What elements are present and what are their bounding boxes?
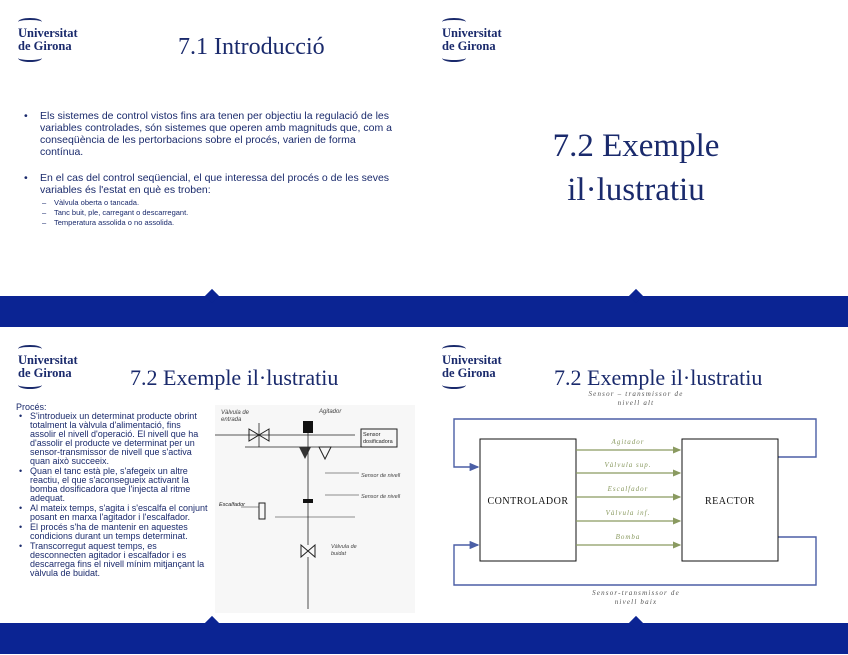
signal-label-valvula-inf: Vàlvula inf. xyxy=(605,509,651,517)
slide-title: 7.1 Introducció xyxy=(178,34,325,60)
signal-label-bomba: Bomba xyxy=(615,533,641,541)
controller-label: CONTROLADOR xyxy=(487,496,569,507)
process-step: • El procés s'ha de mantenir en aquestes condicions durant un temps determinat. xyxy=(16,523,208,541)
bullet-item xyxy=(24,172,398,228)
slide-process[interactable] xyxy=(0,327,424,654)
sub-bullet-list xyxy=(40,198,398,228)
slide-footer xyxy=(0,296,424,327)
sensor-top-line2: nivell alt xyxy=(617,399,655,407)
slide-section-title[interactable] xyxy=(424,0,848,327)
process-step: • Al mateix temps, s'agita i s'escalfa el conjunt posant en marxa l'agitador i l'escalfador. xyxy=(16,504,208,522)
logo-line2: de Girona xyxy=(18,366,72,380)
valve-label-2: entrada xyxy=(221,417,242,423)
logo-line2: de Girona xyxy=(442,39,496,53)
slide-footer xyxy=(424,623,848,654)
process-step: • Quan el tanc està ple, s'afegeix un altre reactiu, el que s'aconsegueix activant la bomba dosificadora que l'injecta al ritme adequat. xyxy=(16,467,208,503)
agitator-motor xyxy=(303,421,313,433)
section-title xyxy=(424,124,848,212)
level-low-label: Sensor de nivell xyxy=(361,494,401,500)
logo-line2: de Girona xyxy=(18,39,72,53)
agitator-label: Agitador xyxy=(319,409,342,415)
outlet-label-2: buidat xyxy=(331,551,346,557)
section-title-line2: il·lustratiu xyxy=(567,172,705,208)
logo-line1: Universitat xyxy=(442,26,502,40)
slide-footer xyxy=(424,296,848,327)
logo-line1: Universitat xyxy=(18,353,78,367)
university-logo xyxy=(442,18,522,62)
process-heading: Procés: xyxy=(16,402,47,412)
control-block-diagram xyxy=(424,389,848,623)
outlet-label-1: Vàlvula de xyxy=(331,544,357,550)
heater-label: Escalfador xyxy=(219,502,245,508)
section-title-line1: 7.2 Exemple xyxy=(552,128,720,164)
logo-line1: Universitat xyxy=(18,26,78,40)
signal-label-valvula-sup: Vàlvula sup. xyxy=(604,461,652,469)
slide-block-diagram[interactable] xyxy=(424,327,848,654)
process-step: • Transcorregut aquest temps, es desconnecten agitador i escalfador i es descarrega fins el nivell mínim mitjançant la vàlvula de buidat. xyxy=(16,542,208,578)
sub-bullet-item: – Temperatura assolida o no assolida. xyxy=(40,218,398,228)
sensor-box-label-1: Sensor xyxy=(363,432,381,438)
university-logo xyxy=(18,345,98,389)
bullet-item: • Els sistemes de control vistos fins ara tenen per objectiu la regulació de les variables controlades, són sistemes que operen amb magnituds que, com a conseqüència de les pertorbacions sobre el procés, varien de forma contínua. xyxy=(24,110,398,158)
logo-line1: Universitat xyxy=(442,353,502,367)
sensor-box-label-2: dosificadora xyxy=(363,439,393,445)
slide-footer xyxy=(0,623,424,654)
sensor-top-line1: Sensor – transmissor de xyxy=(588,390,684,398)
bullet-list xyxy=(24,110,398,228)
signal-label-escalfador: Escalfador xyxy=(607,485,649,493)
sub-bullet-item: – Tanc buit, ple, carregant o descarregant. xyxy=(40,208,398,218)
university-logo xyxy=(442,345,522,389)
bullet-text: En el cas del control seqüencial, el que interessa del procés o de les seves variables és l'estat en què es troben: xyxy=(40,172,390,196)
slide-introduccio[interactable] xyxy=(0,0,424,327)
process-sketch xyxy=(215,405,415,613)
sensor-bottom-line1: Sensor-transmissor de xyxy=(592,589,680,597)
process-step: • S'introdueix un determinat producte obrint totalment la vàlvula d'alimentació, fins assolir el nivell d'operació. El nivell que ha d'assolir el producte ve determinat per un sensor-transmissor de nivell que s'activa quan això succeeix. xyxy=(16,412,208,466)
sub-bullet-item: – Vàlvula oberta o tancada. xyxy=(40,198,398,208)
slide-title: 7.2 Exemple il·lustratiu xyxy=(130,365,339,390)
university-logo xyxy=(18,18,98,62)
signal-label-agitador: Agitador xyxy=(611,438,645,446)
logo-line2: de Girona xyxy=(442,366,496,380)
level-high-label: Sensor de nivell xyxy=(361,473,401,479)
process-description xyxy=(16,403,208,579)
sensor-bottom-line2: nivell baix xyxy=(614,598,658,606)
slide-title: 7.2 Exemple il·lustratiu xyxy=(554,365,763,390)
reactor-label: REACTOR xyxy=(705,496,755,507)
valve-label: Vàlvula de xyxy=(221,410,250,416)
